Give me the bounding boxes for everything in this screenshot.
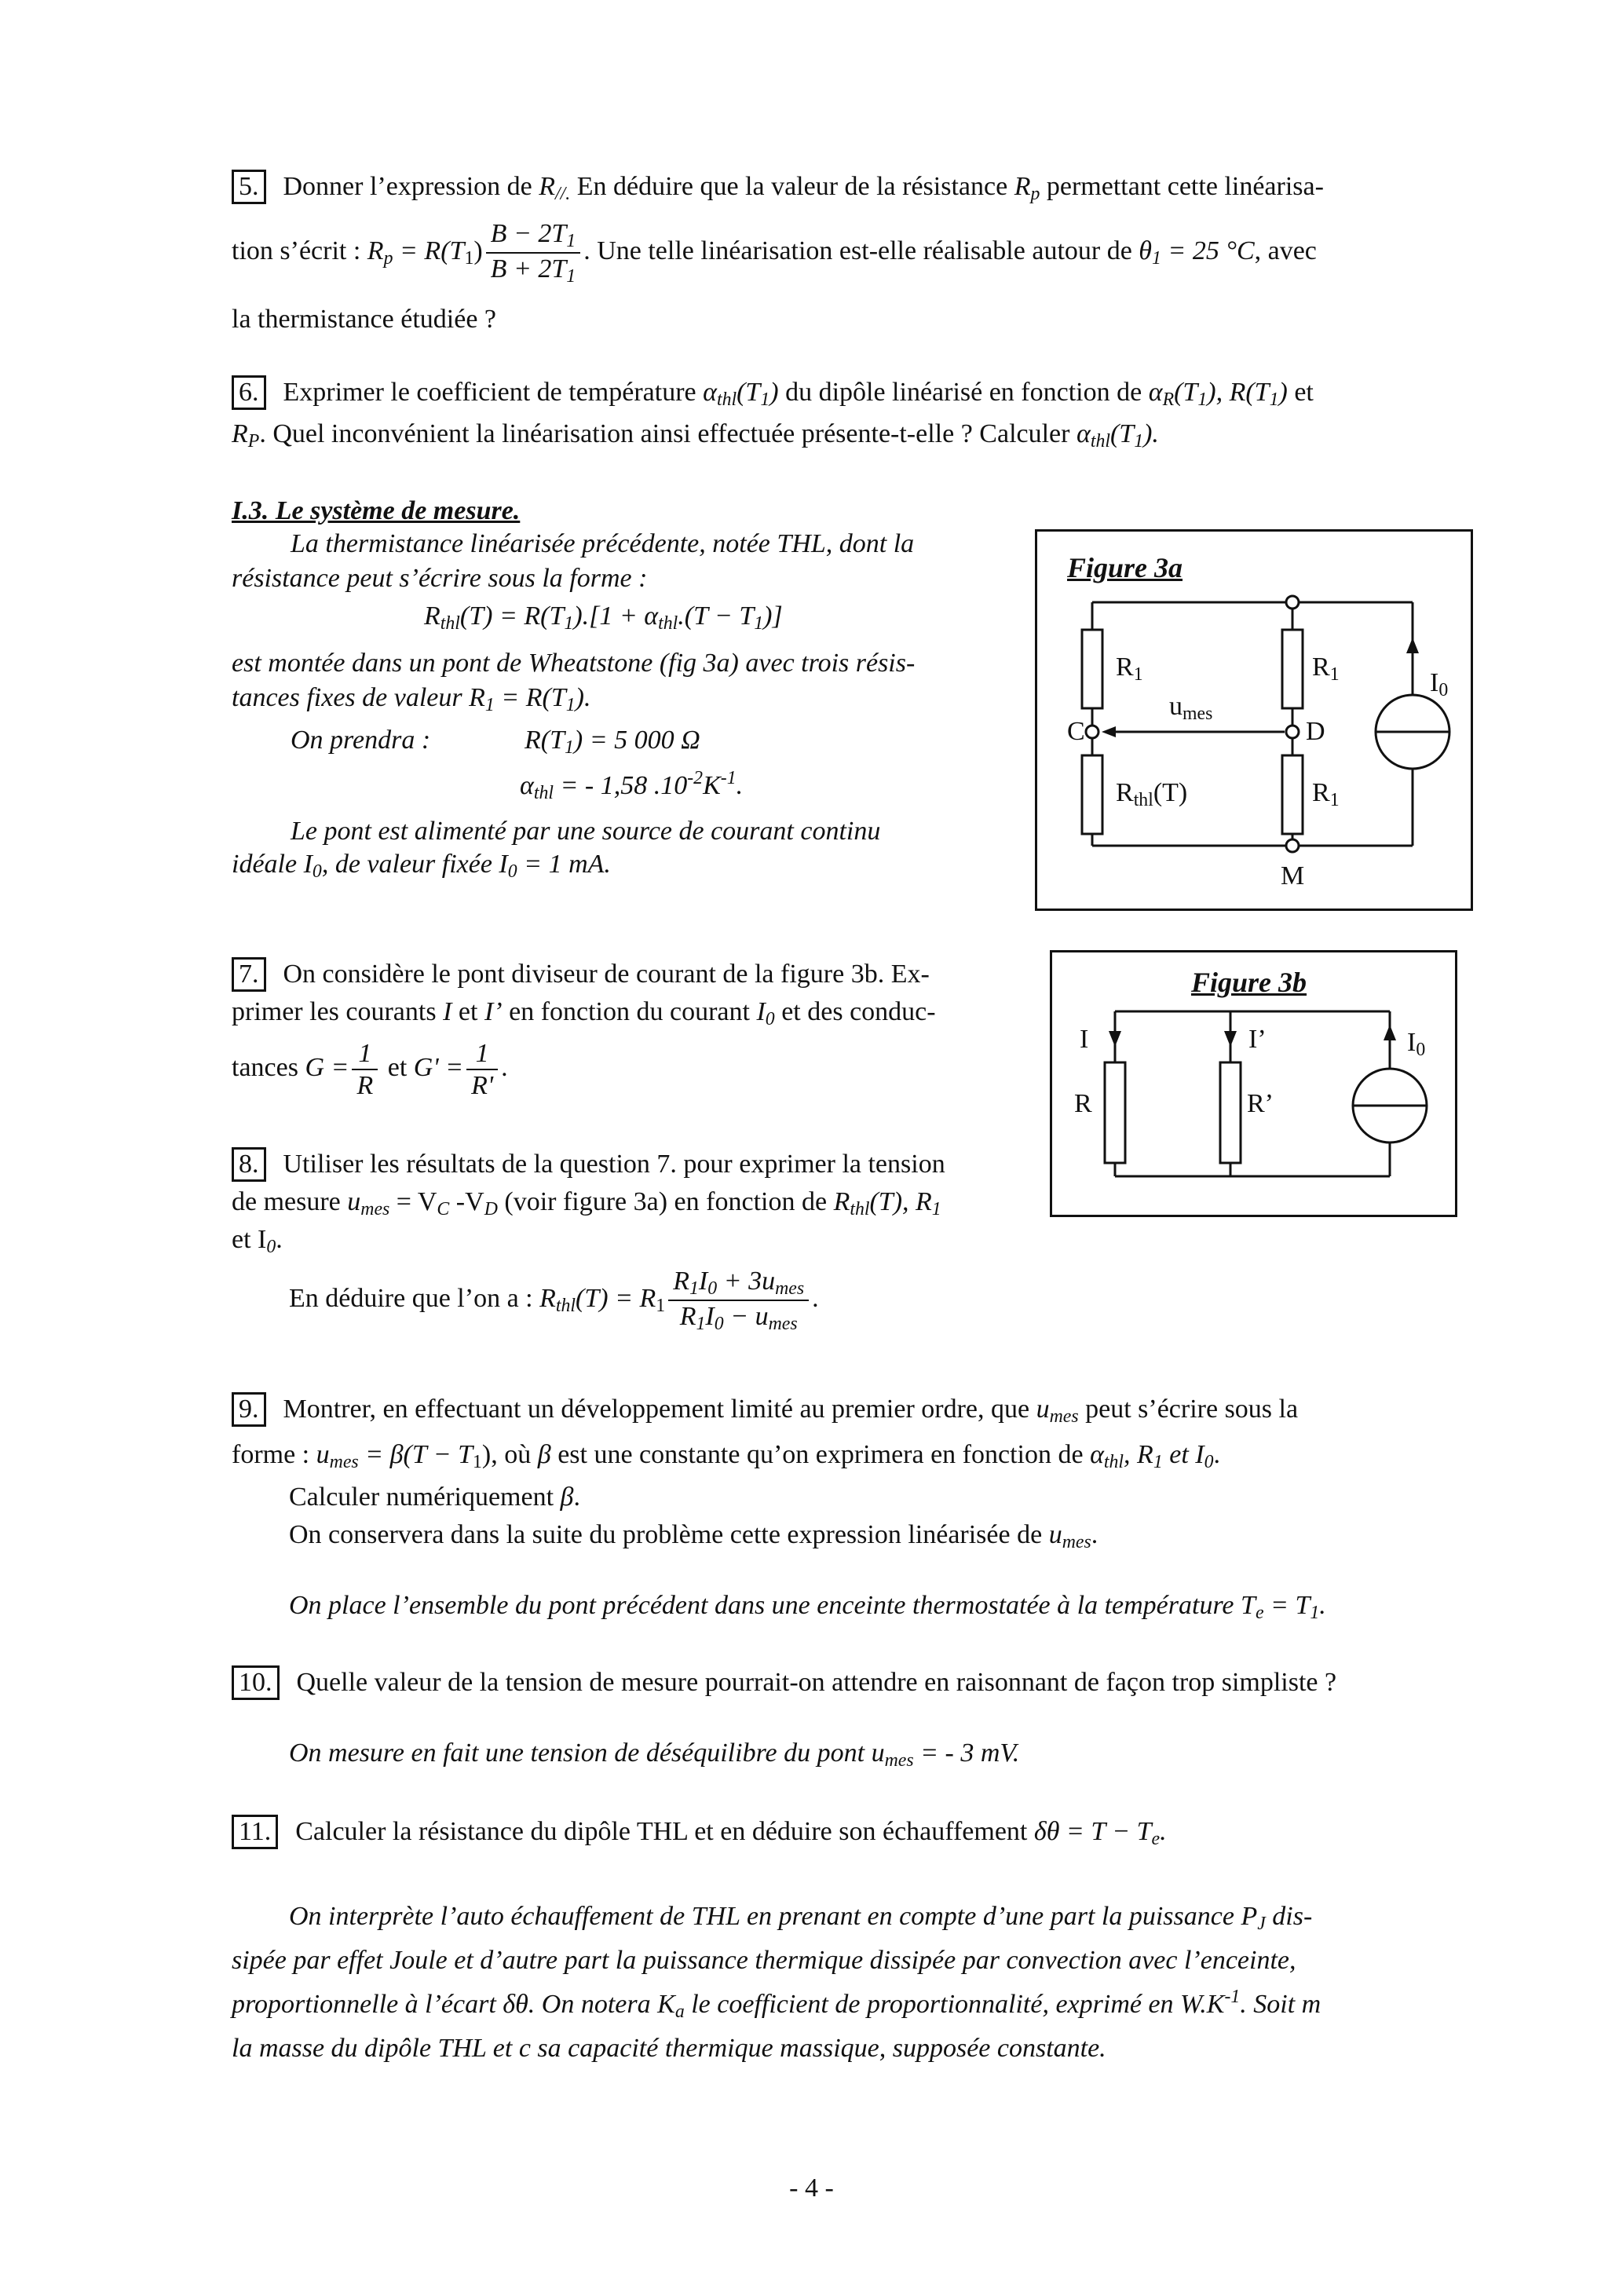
q10-text: = - 3 mV. [913,1738,1020,1768]
q8-num-sub: mes [775,1278,805,1299]
q6-arg: ), R(T [1207,378,1270,407]
q10-text: On mesure en fait une tension de déséquilibre du pont u [289,1738,885,1768]
q9-text: . [1091,1520,1098,1549]
s13-val: α [520,771,534,800]
q8-den: − u [723,1302,769,1332]
resistor-r1-left [1082,630,1102,708]
q5-den-sub: 1 [566,266,576,287]
label-r1-left [1116,649,1143,687]
q5-num-sub: 1 [566,230,576,251]
q9-text: , où [491,1440,538,1469]
q9-line4 [289,1517,1098,1555]
label-sub: 1 [1329,664,1340,685]
s13-f: R [424,601,440,631]
s13-formula [424,598,783,636]
s13-value2 [520,768,743,806]
q9-sub: thl [1103,1451,1124,1472]
q6-sub: R [1162,389,1175,410]
label-c: C [1067,717,1085,746]
q9-number: 9. [232,1392,266,1427]
q8-line4 [289,1266,819,1336]
q5-var: R [1014,172,1031,201]
q6-arg: ) [769,378,779,407]
q5-var: R [539,172,556,201]
q9-sub: 1 [1310,1602,1320,1623]
q11-text: . [1160,1817,1167,1846]
final-l1 [289,1899,1312,1936]
q11-var: δθ = T − T [1033,1817,1152,1846]
s13-f-sub: thl [440,612,460,634]
q8-den-sub: 1 [696,1314,706,1335]
q9-var: u [1048,1520,1062,1549]
q5-text: En déduire que la valeur de la résistance [570,172,1014,201]
q9-text: . [573,1483,580,1512]
label-sub: mes [1183,703,1213,724]
s13-text: idéale I [232,850,313,879]
s13-p1-l4 [232,680,590,718]
label-r1-bottom [1312,775,1340,813]
q6-sub: 1 [1197,389,1208,410]
q9-formula: ) [481,1440,492,1469]
q6-text: . Quel inconvénient la linéarisation ainsi effectuée présente-t-elle ? Calculer [259,419,1077,448]
figure-3a [1035,529,1473,911]
s13-p2-l2 [232,846,611,884]
s13-val: K [703,771,721,800]
q5-fraction-den [486,254,581,287]
q9-sub: e [1255,1602,1264,1623]
q5-text: tion s’écrit : [232,236,367,266]
q8-formula-sub: 1 [656,1296,666,1317]
q8-sub: D [484,1198,498,1219]
q9-line3 [289,1479,580,1515]
label-umes [1169,689,1212,726]
q8-num: R [673,1267,689,1296]
final-text: le coefficient de proportionnalité, exprimé en W.K [684,1990,1225,2019]
q6-alpha: α [1148,378,1163,407]
s13-f: (T) = R(T [459,601,565,631]
s13-val: . [736,771,744,800]
q6-arg: (T [1174,378,1198,407]
label-rprime: R’ [1247,1089,1274,1118]
s13-value1 [525,722,700,760]
s13-on-prendra: On prendra : [291,726,431,755]
label-i: I [1080,1025,1089,1054]
q7-g-fraction [352,1038,378,1101]
q8-var: (T), R [869,1187,932,1216]
s13-sub: 1 [565,737,574,758]
figure-3b-circuit [1052,952,1455,1215]
i-arrow-head [1109,1031,1121,1047]
q8-var: R [833,1187,850,1216]
q9-sub: mes [1049,1406,1079,1427]
s13-f-sub: thl [658,612,678,634]
q5-number: 5. [232,170,266,204]
q8-line3 [232,1222,283,1260]
s13-p1-l3: est montée dans un pont de Wheatstone (fig 3a) avec trois résis- [232,649,916,678]
q5-text: . Une telle linéarisation est-elle réalisable autour de [583,236,1139,266]
q10-text: Quelle valeur de la tension de mesure pourrait-on attendre en raisonnant de façon trop simpliste ? [296,1668,1337,1697]
q8-num: I [698,1267,708,1296]
label-r1-right [1312,649,1340,687]
q6-arg: ) [1278,378,1288,407]
node-d [1286,726,1299,738]
q10-sub: mes [884,1749,914,1771]
final-l4: la masse du dipôle THL et c sa capacité thermique massique, supposée constante. [232,2034,1106,2063]
label-sub: 0 [1416,1039,1426,1060]
label-r: (T) [1153,778,1188,807]
s13-f: .(T − T [678,601,755,631]
final-l2: sipée par effet Joule et d’autre part la puissance thermique dissipée par convection avec l’enceinte, [232,1946,1296,1975]
q7-var: I [756,997,766,1026]
q6-text: et [1287,378,1314,407]
section-heading: I.3. Le système de mesure. [232,496,521,525]
q9-sub: 0 [1204,1451,1214,1472]
q10-line1 [232,1665,1336,1701]
q9-formula: = β(T − T [358,1440,473,1469]
q7-text: et des conduc- [774,997,936,1026]
final-text: . Soit m [1240,1990,1321,2019]
s13-sup: -1 [720,767,737,788]
label-i0 [1430,665,1448,703]
q9-alpha: α [1090,1440,1104,1469]
q7-sub: 0 [765,1008,775,1029]
resistor-rthl [1082,755,1102,834]
q8-line2 [232,1184,941,1222]
q9-var: et I [1162,1440,1204,1469]
q8-text: (voir figure 3a) en fonction de [497,1187,834,1216]
s13-text: ). [575,683,591,712]
q7-gp-num: 1 [466,1038,498,1070]
q7-text: primer les courants [232,997,444,1026]
q7-gp-den: R' [471,1071,494,1101]
q5-num-text: B − 2T [490,219,567,248]
q9-text: peut s’écrire sous la [1078,1395,1299,1424]
q5-den-text: B + 2T [490,254,567,284]
q6-sub: 1 [760,389,770,410]
q9-text: . [1213,1440,1220,1469]
q9-text: On conservera dans la suite du problème cette expression linéarisée de [289,1520,1049,1549]
q6-line2 [232,416,1159,454]
figure-3a-circuit [1037,532,1471,909]
q9-formula-sub: 1 [473,1451,482,1472]
q8-text: et I [232,1225,267,1254]
final-sup: -1 [1224,1986,1241,2007]
final-sub: a [674,2001,685,2022]
q9-formula: u [316,1440,330,1469]
s13-sub: 1 [484,694,495,715]
q5-sub: //. [555,183,571,204]
q6-sub: 1 [1134,430,1144,452]
q7-text: . [501,1052,508,1082]
label-sub: thl [1133,789,1153,810]
node-m [1286,839,1299,852]
s13-sub: 0 [507,861,517,882]
q6-sub: thl [1090,430,1110,452]
figure-3a-title: Figure 3a [1067,552,1183,583]
q8-sub: mes [360,1198,390,1219]
q8-formula: R [539,1284,556,1314]
q5-formula: = R(T [393,236,465,266]
node-c [1086,726,1098,738]
q8-text: = V [389,1187,437,1216]
q10-line2 [289,1735,1019,1773]
q8-sub: thl [850,1198,870,1219]
figure-3b-title: Figure 3b [1191,967,1307,998]
q7-text: tances [232,1052,305,1082]
q7-var: I [443,997,452,1026]
q6-number: 6. [232,375,266,410]
q9-var: , R [1124,1440,1153,1469]
q11-sub: e [1151,1828,1161,1849]
q5-line2 [232,218,1317,288]
s13-f: ).[1 + α [573,601,659,631]
q9-text: Montrer, en effectuant un développement limité au premier ordre, que [283,1395,1036,1424]
q5-formula: ) [473,236,483,266]
q9-text: Calculer numériquement [289,1483,561,1512]
q5-formula: R [367,236,384,266]
q7-text: en fonction du courant [502,997,757,1026]
s13-text: , de valeur fixée I [321,850,508,879]
i0-arrow-head [1406,638,1419,653]
q8-formula: (T) = R [576,1284,656,1314]
q6-alpha: α [1076,419,1091,448]
q6-line1 [232,375,1314,412]
resistor-r1-bottom [1282,755,1303,834]
q8-num-sub: 0 [707,1278,718,1299]
q8-den: I [705,1302,715,1332]
q7-line2 [232,994,936,1032]
q5-line1 [232,169,1324,207]
q7-g-num: 1 [352,1038,378,1070]
q7-var: I’ [484,997,503,1026]
q9-sub: mes [1062,1531,1091,1552]
s13-text: tances fixes de valeur R [232,683,485,712]
i0-arrow-head [1384,1025,1396,1040]
node-top [1286,596,1299,609]
q6-text: Exprimer le coefficient de température [283,378,704,407]
q9-text: = T [1263,1591,1310,1620]
final-sub: J [1257,1913,1266,1934]
umes-arrow-head [1102,726,1116,737]
resistor-rprime [1220,1062,1241,1163]
q6-var: R [232,419,248,448]
q5-sub: p [1030,183,1040,204]
s13-p2-l1: Le pont est alimenté par une source de courant continu [291,817,881,846]
s13-f-sub: 1 [564,612,574,634]
q8-line1 [232,1146,945,1183]
q9-beta: β [560,1483,574,1512]
q8-text: de mesure [232,1187,348,1216]
s13-val: R(T [525,726,565,755]
iprime-arrow-head [1224,1031,1237,1047]
label-r: R [1312,653,1330,682]
s13-sub: 1 [565,694,576,715]
label-r: R [1074,1089,1092,1118]
q5-fraction [486,218,581,288]
label-sub: 1 [1329,789,1340,810]
q8-text: Utiliser les résultats de la question 7. pour exprimer la tension [283,1150,945,1179]
q5-line3: la thermistance étudiée ? [232,305,496,334]
q6-arg: (T [1109,419,1135,448]
final-text: On interprète l’auto échauffement de THL en prenant en compte d’une part la puissance P [289,1902,1258,1931]
label-u: u [1169,692,1183,721]
q7-line1 [232,956,930,993]
q9-line1 [232,1391,1298,1429]
label-i: I [1430,668,1439,697]
q8-den-sub: mes [768,1314,798,1335]
q7-number: 7. [232,957,266,992]
q5-text: Donner l’expression de [283,172,539,201]
label-r: R [1116,778,1134,807]
s13-sub: 0 [312,861,322,882]
s13-text: = 1 mA. [517,850,611,879]
q6-text: du dipôle linéarisé en fonction de [778,378,1149,407]
q8-number: 8. [232,1147,266,1182]
final-l3 [232,1987,1321,2024]
q9-var: u [1036,1395,1050,1424]
q6-sub: P [247,430,260,452]
q8-num: + 3u [717,1267,776,1296]
q8-num-sub: 1 [689,1278,699,1299]
q9-text: On place l’ensemble du pont précédent dans une enceinte thermostatée à la température T [289,1591,1256,1620]
q11-number: 11. [232,1815,278,1849]
s13-f: )] [763,601,783,631]
q11-text: Calculer la résistance du dipôle THL et en déduire son échauffement [295,1817,1034,1846]
s13-sup: -2 [687,767,704,788]
q5-formula-sub: 1 [464,248,474,269]
label-i: I [1407,1028,1416,1057]
s13-f-sub: 1 [754,612,764,634]
resistor-r1-right [1282,630,1303,708]
q8-den-sub: 0 [714,1314,724,1335]
q7-text: et [451,997,484,1026]
q6-arg: (T [737,378,761,407]
q7-text: et [381,1052,414,1082]
s13-p1-l1: La thermistance linéarisée précédente, notée THL, dont la [291,529,915,558]
q7-line3 [232,1038,508,1101]
q11-line1 [232,1814,1167,1852]
q8-fraction-den [668,1301,809,1335]
q9-formula-sub: mes [329,1451,359,1472]
q9-sub: 1 [1153,1451,1163,1472]
q9-text: est une constante qu’on exprimera en fonction de [550,1440,1091,1469]
page-number: - 4 - [789,2174,834,2203]
q6-sub: thl [716,389,737,410]
q8-var: u [347,1187,361,1216]
s13-sub: thl [533,782,554,803]
q8-text: . [276,1225,283,1254]
q9-line2 [232,1437,1220,1475]
q8-den: R [679,1302,696,1332]
q8-sub: 1 [931,1198,941,1219]
q10-number: 10. [232,1665,280,1700]
label-sub: 1 [1133,664,1143,685]
final-text: proportionnelle à l’écart δθ. On notera K [232,1990,675,2019]
label-iprime: I’ [1248,1025,1267,1054]
q8-fraction [668,1266,809,1336]
q7-gp-fraction [466,1038,498,1101]
q7-text: On considère le pont diviseur de courant de la figure 3b. Ex- [283,960,930,989]
q7-g-den: R [356,1071,374,1101]
s13-text: = R(T [494,683,566,712]
label-r: R [1312,778,1330,807]
q8-text: -V [449,1187,484,1216]
q8-text: . [812,1284,819,1314]
q5-fraction-num [486,218,581,254]
final-text: dis- [1265,1902,1313,1931]
q8-fraction-num [668,1266,809,1301]
q6-arg: ). [1143,419,1159,448]
label-sub: 0 [1438,679,1449,700]
s13-val: ) = 5 000 Ω [573,726,700,755]
q8-sub: C [437,1198,450,1219]
label-i0 [1407,1025,1425,1062]
q8-formula-sub: thl [555,1296,576,1317]
q7-g: G = [305,1052,349,1082]
s13-val: = - 1,58 .10 [553,771,688,800]
q8-sub: 0 [266,1236,276,1257]
q9-text: forme : [232,1440,316,1469]
q5-text: permettant cette linéarisa- [1040,172,1324,201]
q5-text: , avec [1254,236,1317,266]
q8-text: En déduire que l’on a : [289,1284,540,1314]
q5-theta: θ [1139,236,1152,266]
q7-gp: G' = [413,1052,464,1082]
label-m: M [1281,861,1305,890]
q5-theta-sub: 1 [1152,248,1161,269]
q5-theta-value: = 25 °C [1161,236,1255,266]
q6-alpha: α [703,378,717,407]
label-r: R [1116,653,1134,682]
label-rthl [1116,775,1187,813]
q9-text: . [1319,1591,1326,1620]
resistor-r [1105,1062,1125,1163]
label-d: D [1306,717,1325,746]
figure-3b [1050,950,1457,1217]
q9-beta: β [537,1440,551,1469]
s13-p1-l2: résistance peut s’écrire sous la forme : [232,564,648,593]
q9-line5 [289,1588,1326,1625]
q5-formula-sub: p [383,248,393,269]
q6-sub: 1 [1269,389,1279,410]
